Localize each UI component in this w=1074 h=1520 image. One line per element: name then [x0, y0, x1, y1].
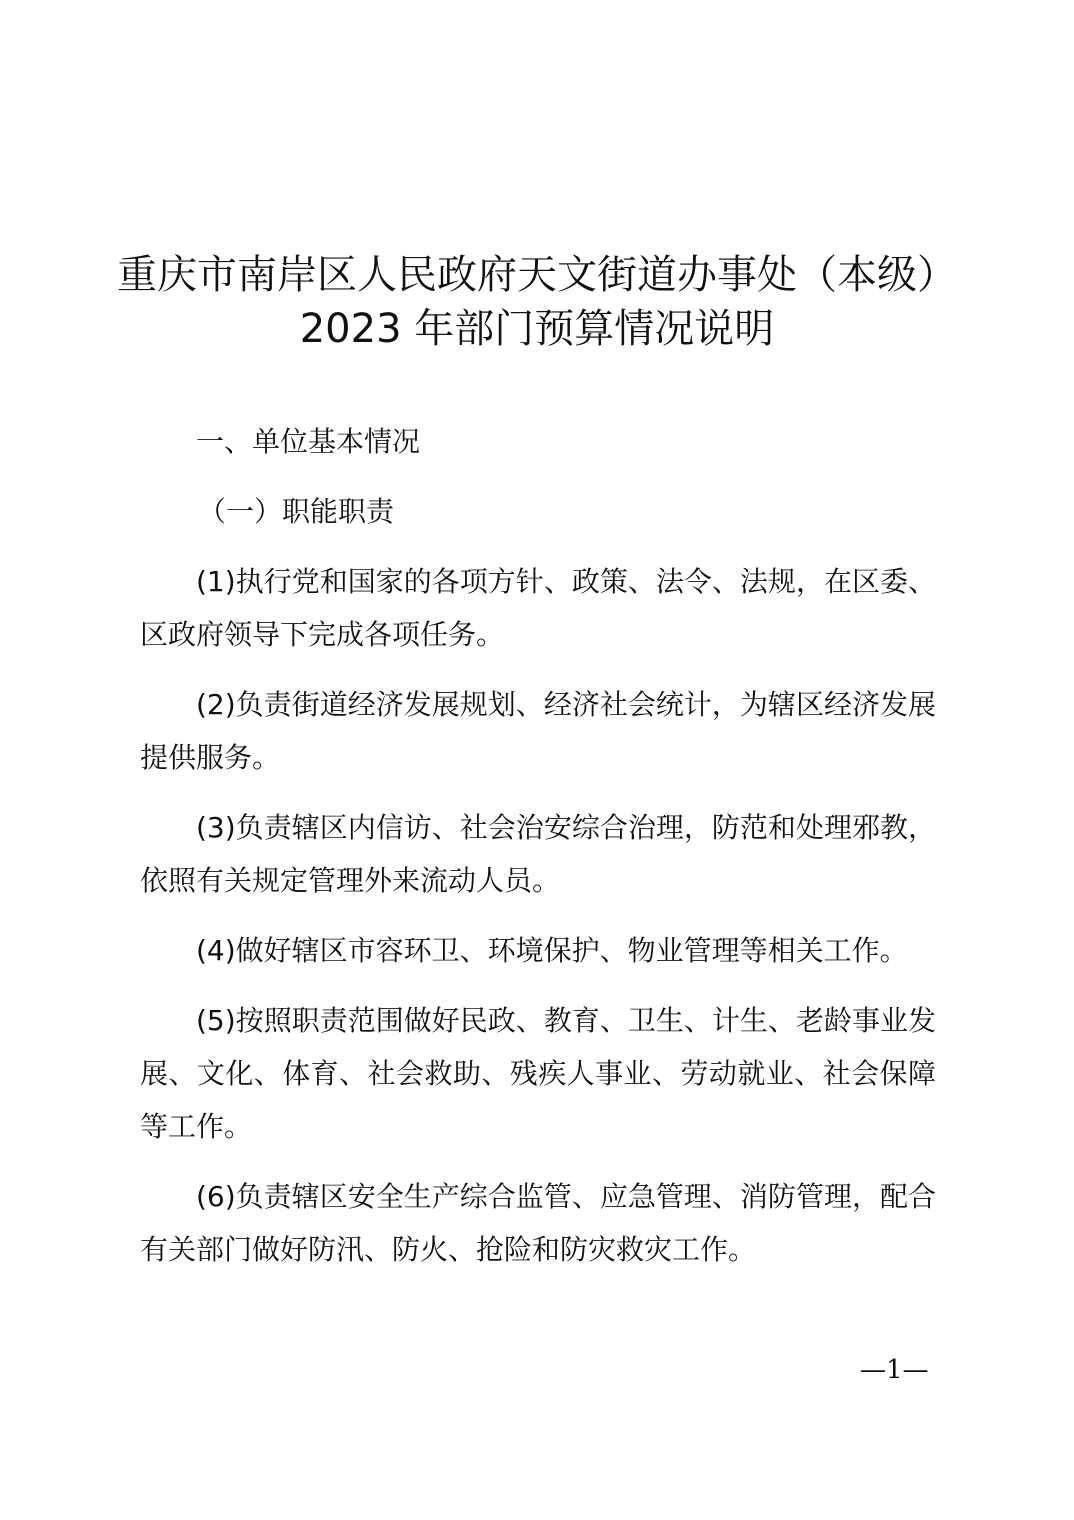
paragraph: (2)负责街道经济发展规划、经济社会统计，为辖区经济发展提供服务。: [140, 688, 936, 774]
document-title: [100, 248, 974, 356]
title-line-2: 2023 年部门预算情况说明: [299, 306, 775, 352]
document-body: [140, 415, 936, 1293]
paragraph: (4)做好辖区市容环卫、环境保护、物业管理等相关工作。: [196, 934, 908, 967]
subsection-heading: （一）职能职责: [198, 495, 395, 528]
title-line-1: 重庆市南岸区人民政府天文街道办事处（本级）: [117, 252, 957, 298]
paragraph: (5)按照职责范围做好民政、教育、卫生、计生、老龄事业发展、文化、体育、社会救助、残疾人事业、劳动就业、社会保障等工作。: [140, 1004, 936, 1143]
page-number: —1—: [860, 1355, 929, 1385]
paragraph: (1)执行党和国家的各项方针、政策、法令、法规，在区委、区政府领导下完成各项任务。: [140, 565, 936, 651]
section-heading: 一、单位基本情况: [196, 425, 421, 458]
paragraph: (3)负责辖区内信访、社会治安综合治理，防范和处理邪教，依照有关规定管理外来流动人员。: [140, 811, 936, 897]
paragraph: (6)负责辖区安全生产综合监管、应急管理、消防管理，配合有关部门做好防汛、防火、抢险和防灾救灾工作。: [140, 1180, 936, 1266]
